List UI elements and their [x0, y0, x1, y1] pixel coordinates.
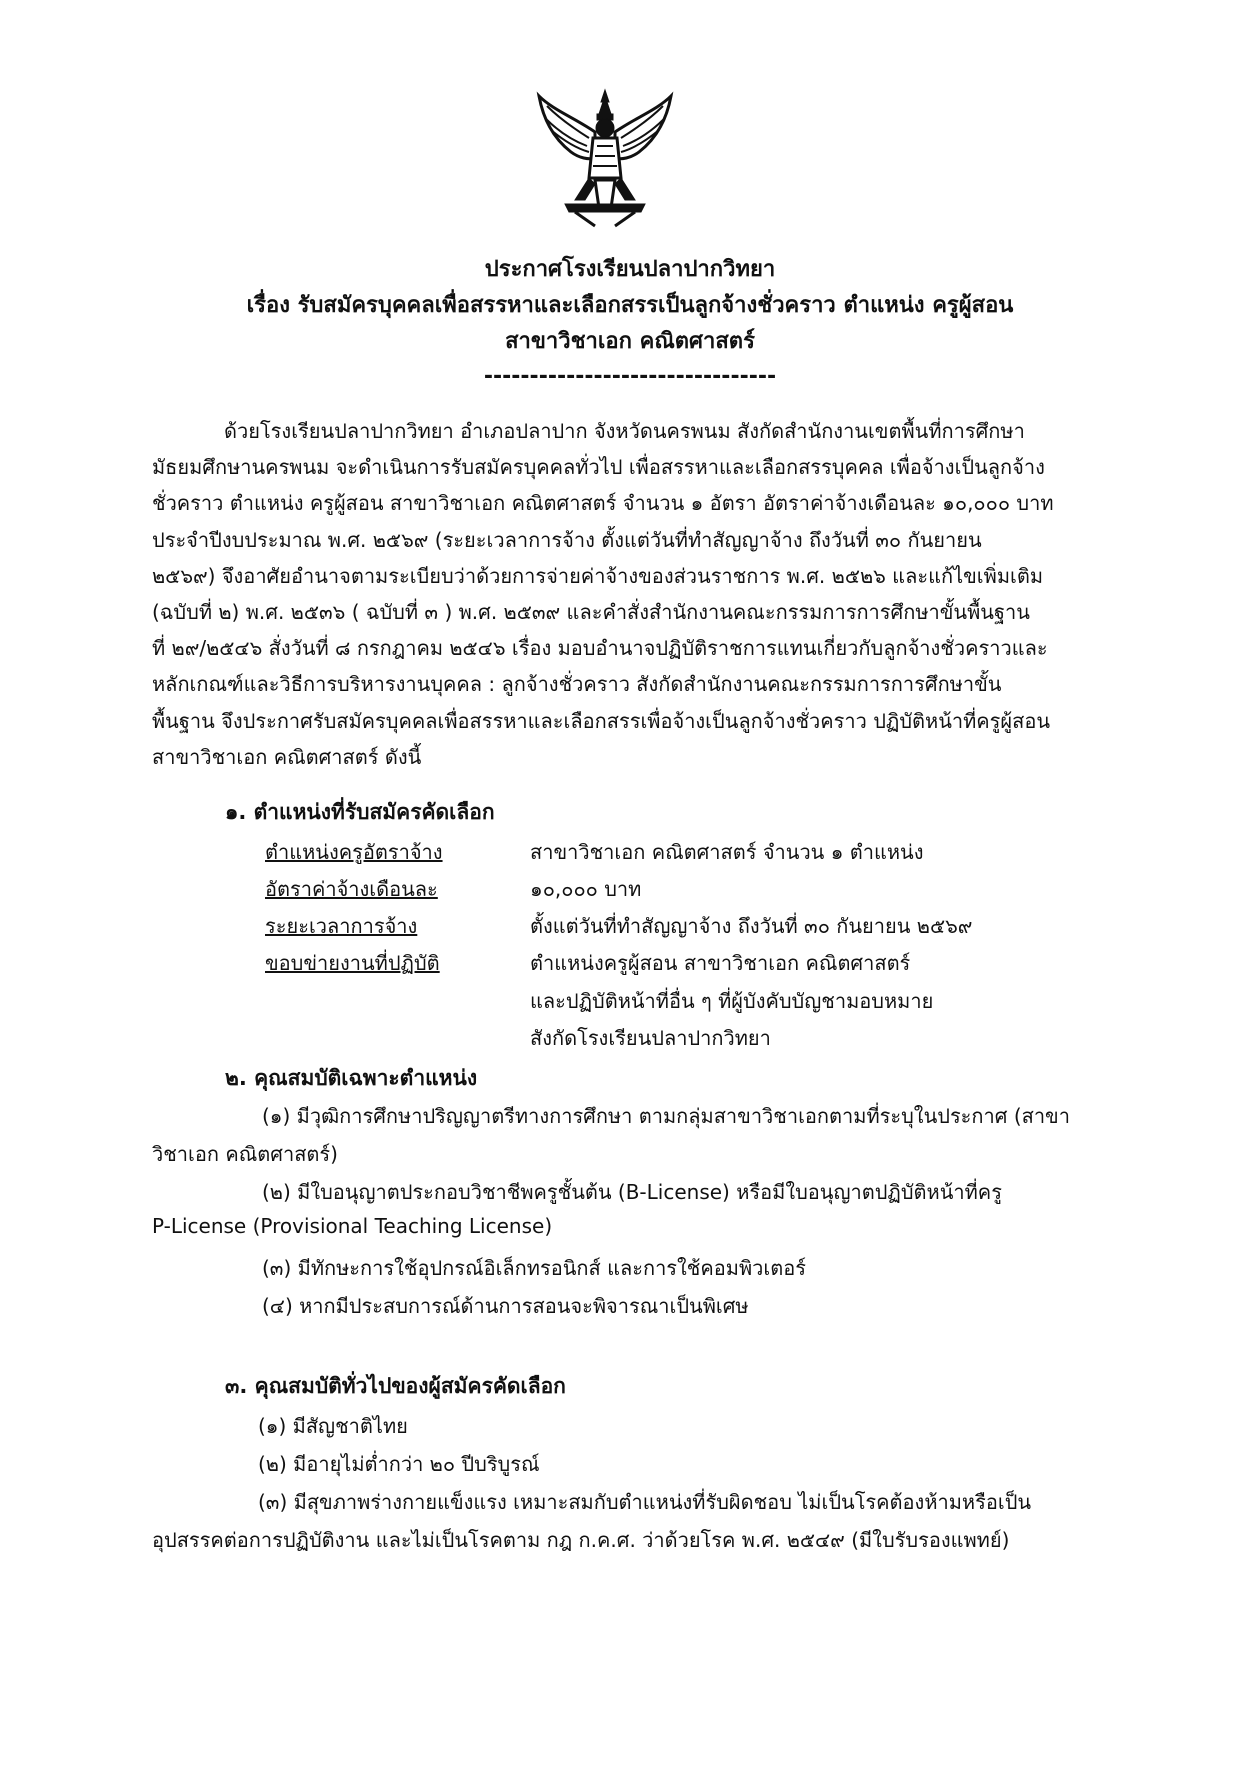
row-label: ระยะเวลาการจ้าง: [265, 914, 418, 938]
qualification-item-cont: วิชาเอก คณิตศาสตร์): [152, 1142, 338, 1166]
section3-heading: ๓. คุณสมบัติทั่วไปของผู้สมัครคัดเลือก: [225, 1374, 566, 1398]
row-value: สาขาวิชาเอก คณิตศาสตร์ จำนวน ๑ ตำแหน่ง: [530, 840, 924, 864]
row-value: ตำแหน่งครูผู้สอน สาขาวิชาเอก คณิตศาสตร์: [530, 951, 911, 975]
general-qualification-item: (๑) มีสัญชาติไทย: [258, 1414, 408, 1438]
intro-line: ประจำปีงบประมาณ พ.ศ. ๒๕๖๙ (ระยะเวลาการจ้าง ตั้งแต่วันที่ทำสัญญาจ้าง ถึงวันที่ ๓๐ กันยายน: [152, 527, 982, 552]
intro-paragraph: [152, 413, 1092, 775]
title-divider: --------------------------------: [483, 364, 777, 389]
qualification-item-cont: P-License (Provisional Teaching License): [152, 1214, 553, 1238]
qualification-item: (๔) หากมีประสบการณ์ด้านการสอนจะพิจารณาเป็นพิเศษ: [262, 1294, 749, 1318]
intro-line: สาขาวิชาเอก คณิตศาสตร์ ดังนี้: [152, 744, 422, 769]
general-qualification-item: (๒) มีอายุไม่ต่ำกว่า ๒๐ ปีบริบูรณ์: [258, 1452, 540, 1476]
qualification-item: (๓) มีทักษะการใช้อุปกรณ์อิเล็กทรอนิกส์ และการใช้คอมพิวเตอร์: [262, 1256, 806, 1280]
garuda-emblem-icon: [535, 88, 675, 228]
general-qualification-item-cont: อุปสรรคต่อการปฏิบัติงาน และไม่เป็นโรคตาม กฎ ก.ค.ศ. ว่าด้วยโรค พ.ศ. ๒๕๔๙ (มีใบรับรองแพทย์): [152, 1528, 1010, 1552]
intro-line: พื้นฐาน จึงประกาศรับสมัครบุคคลเพื่อสรรหาและเลือกสรรเพื่อจ้างเป็นลูกจ้างชั่วคราว ปฏิบัติหน้าที่ครูผู้สอน: [152, 708, 1051, 733]
intro-line: ที่ ๒๙/๒๕๔๖ สั่งวันที่ ๘ กรกฎาคม ๒๕๔๖ เรื่อง มอบอำนาจปฏิบัติราชการแทนเกี่ยวกับลูกจ้างชั่วคราวและ: [152, 636, 1048, 661]
intro-line: หลักเกณฑ์และวิธีการบริหารงานบุคคล : ลูกจ้างชั่วคราว สังกัดสำนักงานคณะกรรมการการศึกษาขั้น: [152, 672, 1002, 697]
intro-line: มัธยมศึกษานครพนม จะดำเนินการรับสมัครบุคคลทั่วไป เพื่อสรรหาและเลือกสรรบุคคล เพื่อจ้างเป็นลูกจ้าง: [152, 455, 1045, 480]
row-value-cont: และปฏิบัติหน้าที่อื่น ๆ ที่ผู้บังคับบัญชามอบหมาย: [530, 989, 934, 1013]
announcement-subject-line2: สาขาวิชาเอก คณิตศาสตร์: [505, 329, 755, 354]
intro-line: ชั่วคราว ตำแหน่ง ครูผู้สอน สาขาวิชาเอก คณิตศาสตร์ จำนวน ๑ อัตรา อัตราค่าจ้างเดือนละ ๑๐,๐๐๐ บาท: [152, 491, 1054, 516]
announcement-subject: เรื่อง รับสมัครบุคคลเพื่อสรรหาและเลือกสรรเป็นลูกจ้างชั่วคราว ตำแหน่ง ครูผู้สอน: [246, 293, 1014, 318]
row-value: ๑๐,๐๐๐ บาท: [530, 877, 642, 901]
row-label: ขอบข่ายงานที่ปฏิบัติ: [265, 951, 440, 975]
announcement-title: ประกาศโรงเรียนปลาปากวิทยา: [484, 257, 776, 282]
qualification-item: (๑) มีวุฒิการศึกษาปริญญาตรีทางการศึกษา ตามกลุ่มสาขาวิชาเอกตามที่ระบุในประกาศ (สาขา: [262, 1104, 1070, 1128]
intro-line: ด้วยโรงเรียนปลาปากวิทยา อำเภอปลาปาก จังหวัดนครพนม สังกัดสำนักงานเขตพื้นที่การศึกษา: [224, 419, 1025, 443]
section2-heading: ๒. คุณสมบัติเฉพาะตำแหน่ง: [225, 1066, 478, 1090]
intro-line: ๒๕๖๙) จึงอาศัยอำนาจตามระเบียบว่าด้วยการจ่ายค่าจ้างของส่วนราชการ พ.ศ. ๒๕๒๖ และแก้ไขเพิ่มเติม: [152, 563, 1044, 588]
row-value: ตั้งแต่วันที่ทำสัญญาจ้าง ถึงวันที่ ๓๐ กันยายน ๒๕๖๙: [530, 914, 973, 938]
general-qualification-item: (๓) มีสุขภาพร่างกายแข็งแรง เหมาะสมกับตำแหน่งที่รับผิดชอบ ไม่เป็นโรคต้องห้ามหรือเป็น: [258, 1490, 1032, 1514]
row-label: อัตราค่าจ้างเดือนละ: [265, 877, 438, 901]
intro-line: (ฉบับที่ ๒) พ.ศ. ๒๕๓๖ ( ฉบับที่ ๓ ) พ.ศ. ๒๕๓๙ และคำสั่งสำนักงานคณะกรรมการการศึกษาขั้นพื้นฐาน: [152, 599, 1030, 624]
row-label: ตำแหน่งครูอัตราจ้าง: [265, 840, 443, 864]
row-value-cont: สังกัดโรงเรียนปลาปากวิทยา: [530, 1026, 771, 1050]
section1-heading: ๑. ตำแหน่งที่รับสมัครคัดเลือก: [225, 800, 495, 824]
qualification-item: (๒) มีใบอนุญาตประกอบวิชาชีพครูชั้นต้น (B-License) หรือมีใบอนุญาตปฏิบัติหน้าที่ครู: [262, 1180, 1002, 1204]
